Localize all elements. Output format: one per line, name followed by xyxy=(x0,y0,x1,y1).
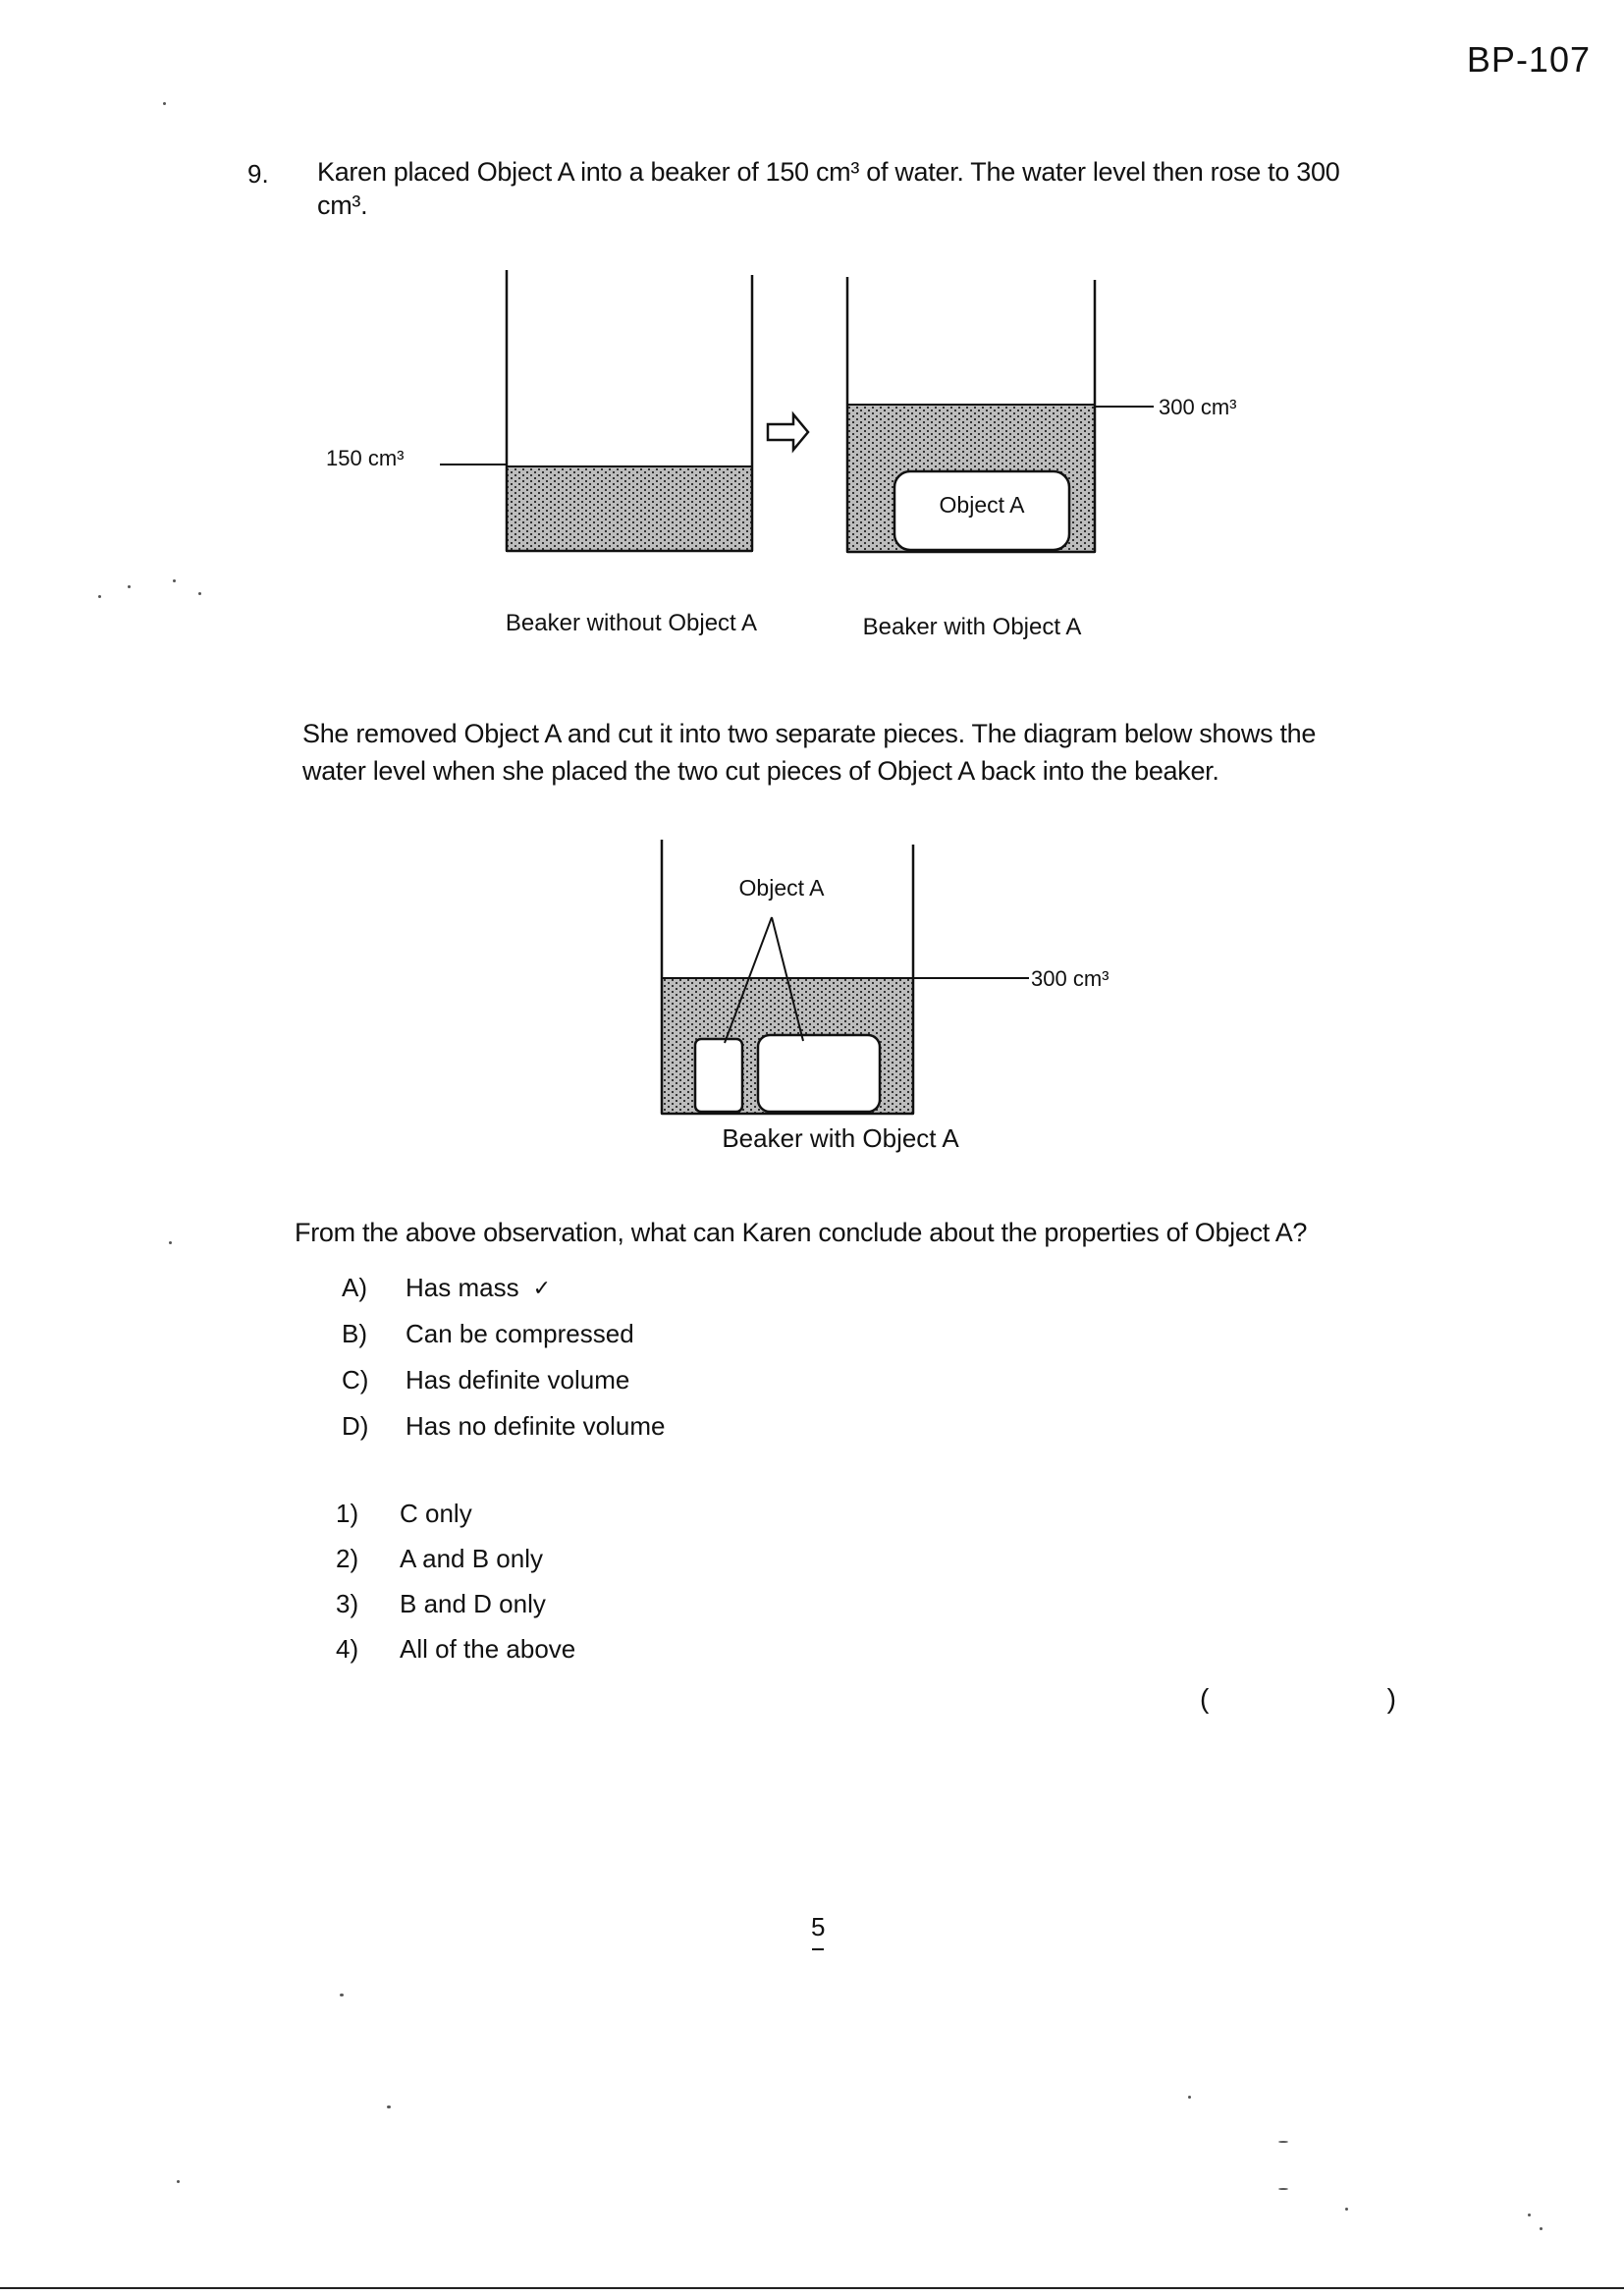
option-key: C) xyxy=(342,1365,369,1394)
page-number-underline xyxy=(812,1948,824,1950)
option-text: C only xyxy=(400,1498,472,1528)
scan-speck xyxy=(1540,2227,1543,2230)
option-key: D) xyxy=(342,1411,369,1441)
object-piece-small xyxy=(695,1039,742,1112)
scan-speck xyxy=(340,1994,344,1996)
property-option-b xyxy=(342,1311,665,1357)
left-level-label: 150 cm³ xyxy=(326,446,405,470)
scan-speck xyxy=(1345,2208,1348,2211)
scan-speck xyxy=(1528,2214,1531,2216)
scan-speck xyxy=(1278,2141,1288,2143)
scan-speck xyxy=(128,585,131,588)
option-text: Has definite volume xyxy=(406,1365,630,1394)
scan-edge-line xyxy=(0,2287,1624,2289)
handwritten-tick-mark: ✓ xyxy=(532,1275,552,1300)
option-key: 3) xyxy=(336,1588,359,1618)
scan-speck xyxy=(177,2180,180,2183)
figure-cut-pieces-beaker xyxy=(628,835,1178,1169)
option-key: 4) xyxy=(336,1633,359,1664)
property-option-d xyxy=(342,1403,665,1449)
option-key: 1) xyxy=(336,1498,359,1528)
question-intro: Karen placed Object A into a beaker of 150 cm³ of water. The water level then rose to 300 cm³. xyxy=(317,157,1340,220)
caption-without-object: Beaker without Object A xyxy=(505,610,758,636)
property-option-a xyxy=(342,1265,665,1311)
option-text: Can be compressed xyxy=(406,1319,634,1348)
scan-speck xyxy=(1188,2096,1191,2099)
answer-option-1[interactable] xyxy=(336,1491,575,1536)
scan-speck xyxy=(169,1241,172,1244)
option-key: B) xyxy=(342,1319,367,1348)
scan-speck xyxy=(163,102,166,105)
figure-beakers-before-after xyxy=(314,265,1296,648)
arrow-right-icon xyxy=(768,414,808,450)
paper-code: BP-107 xyxy=(1466,39,1591,80)
scan-speck xyxy=(1278,2188,1288,2190)
question-number: 9. xyxy=(247,159,269,189)
option-text: A and B only xyxy=(400,1543,543,1573)
option-text: Has mass xyxy=(406,1273,519,1302)
answer-options xyxy=(336,1491,575,1671)
object-label-2: Object A xyxy=(738,875,825,901)
caption-with-object: Beaker with Object A xyxy=(862,614,1082,640)
scan-speck xyxy=(198,592,201,595)
option-text: B and D only xyxy=(400,1588,546,1618)
answer-option-2[interactable] xyxy=(336,1536,575,1581)
option-text: All of the above xyxy=(400,1633,576,1664)
answer-bracket-close: ) xyxy=(1386,1683,1396,1714)
object-label: Object A xyxy=(939,492,1025,518)
caption-cut-pieces: Beaker with Object A xyxy=(722,1123,959,1153)
answer-option-4[interactable] xyxy=(336,1626,575,1671)
property-options xyxy=(342,1265,665,1449)
property-option-c xyxy=(342,1357,665,1403)
page-number xyxy=(811,1912,825,1950)
option-key: 2) xyxy=(336,1543,359,1573)
question-paragraph-2: She removed Object A and cut it into two separate pieces. The diagram below shows the water level when she placed the two cut pieces of Object A back into the beaker. xyxy=(302,719,1317,786)
scan-speck xyxy=(98,595,101,598)
scan-speck xyxy=(387,2105,391,2108)
page-number-text: 5 xyxy=(811,1912,826,1941)
answer-bracket[interactable] xyxy=(1200,1683,1396,1715)
beaker-with-object xyxy=(847,277,1095,552)
option-key: A) xyxy=(342,1273,367,1302)
object-piece-large xyxy=(758,1035,880,1112)
option-text: Has no definite volume xyxy=(406,1411,666,1441)
answer-bracket-open: ( xyxy=(1200,1683,1210,1714)
level-label-2: 300 cm³ xyxy=(1031,966,1110,991)
scan-speck xyxy=(173,579,176,582)
right-level-label: 300 cm³ xyxy=(1159,395,1237,419)
answer-option-3[interactable] xyxy=(336,1581,575,1626)
beaker-without-object xyxy=(507,270,752,551)
question-prompt: From the above observation, what can Karen conclude about the properties of Object A? xyxy=(295,1218,1308,1247)
